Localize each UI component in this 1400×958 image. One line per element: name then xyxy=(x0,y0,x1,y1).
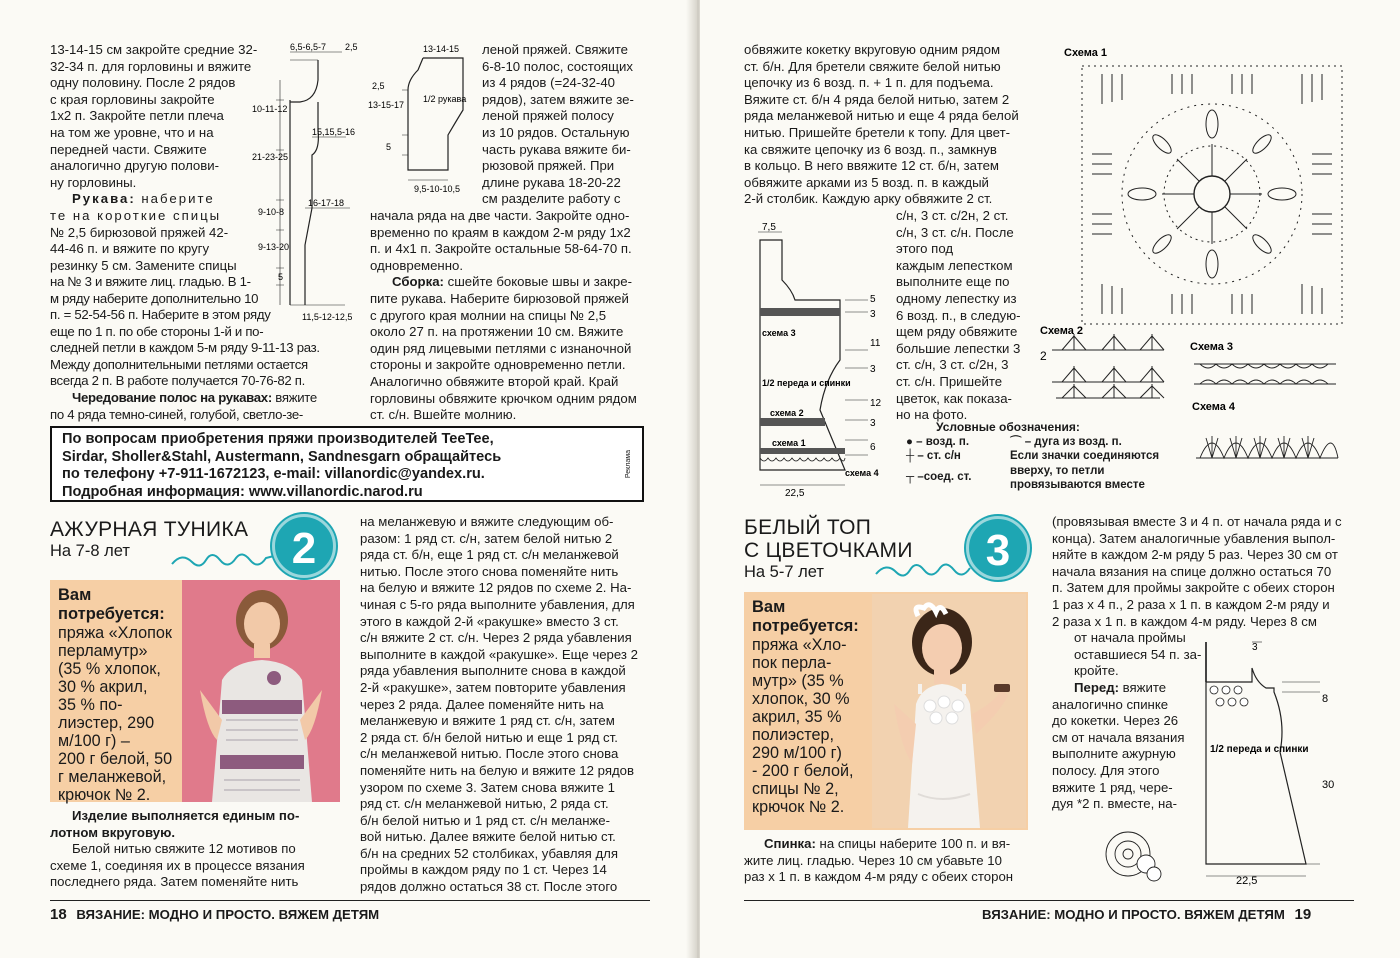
material-line: спицы № 2, xyxy=(752,780,839,798)
flower-motif-diagram xyxy=(1098,820,1168,890)
diagram-label: 2 xyxy=(1040,349,1047,363)
text-line: с края горловины закройте xyxy=(50,91,215,107)
section-2-subtitle: На 7-8 лет xyxy=(50,542,130,560)
left-page xyxy=(0,0,690,958)
material-line: крючок № 2. xyxy=(752,798,845,816)
material-line: - 200 г белой, xyxy=(752,762,854,780)
white-top-photo xyxy=(872,594,1026,828)
text-line: 44-46 п. и вяжите по кругу xyxy=(50,241,210,257)
section-3-front xyxy=(1052,680,1192,813)
right-col-1b xyxy=(896,208,1036,424)
text-line: б/н на средних 52 столбиках, убавляя для xyxy=(360,845,619,861)
text-line: нитью. После этого снова поменяйте нить xyxy=(360,563,619,579)
text-line: начала ряда на две части. Закройте одно- xyxy=(370,208,630,223)
text-line: проймы в каждом ряду по 1 ст. Через 14 xyxy=(360,862,607,878)
text-line: последнего ряда. Затем поменяйте нить xyxy=(50,874,299,890)
scheme-label: Схема 1 xyxy=(1064,47,1108,59)
front-heading: Перед: xyxy=(1074,680,1119,695)
ad-tag: Реклама xyxy=(625,450,633,479)
text-line: Белой нитью свяжите 12 мотивов по xyxy=(72,841,296,857)
diagram-label: 9-13-20 xyxy=(258,242,290,252)
text-line: 2-й столбик. Каждую арку обвяжите 2 ст. xyxy=(744,191,993,207)
text-line: меланжевую и вяжите 1 ряд ст. с/н, затем xyxy=(360,713,615,729)
diagram-label: 5 xyxy=(386,142,392,152)
footer-rule xyxy=(50,900,650,901)
top-pattern-svg xyxy=(1196,636,1346,886)
text-line: цветок, как показа- xyxy=(896,390,1012,406)
ad-line: по телефону +7-911-1672123, e-mail: villanordic@yandex.ru. xyxy=(62,466,485,483)
footer-rule xyxy=(744,900,1354,901)
text-line: 13-14-15 см закройте средние 32- xyxy=(50,42,258,57)
text-line: щем ряду обвяжите xyxy=(896,324,1018,340)
text-line: через 2 ряда. Далее поменяйте нить на xyxy=(360,696,604,712)
material-line: 30 % акрил, xyxy=(58,678,148,696)
text-line: но на фото. xyxy=(896,407,968,423)
text-line: ст. с/н. Вшейте молнию. xyxy=(370,407,517,423)
material-line: м/100 г) – xyxy=(58,732,130,750)
diagram-label: 9,5-10-10,5 xyxy=(414,184,461,194)
text-line: нитью. Пришейте бретели к топу. Для цвет- xyxy=(744,124,1010,140)
text-line: рюзовой пряжей. При xyxy=(482,158,615,174)
scheme-4-svg xyxy=(1192,398,1342,468)
legend-note: вверху, то петли xyxy=(1010,464,1105,477)
left-col-3 xyxy=(482,42,652,208)
text-line: б/н белой нитью и 1 ряд ст. с/н меланже- xyxy=(360,812,611,828)
text-line: ну горловины. xyxy=(50,174,137,190)
text-line: цепочку из 6 возд. п. + 1 п. для подъема. xyxy=(744,75,994,91)
tunic-photo xyxy=(182,580,340,802)
legend-block xyxy=(906,420,1196,493)
one-piece-heading: лотном вкруговую. xyxy=(50,824,175,840)
diagram-label: 7,5 xyxy=(762,222,776,233)
diagram-label: 13-15-17 xyxy=(368,100,405,110)
text-line: всегда 2 п. В работе получается 70-76-82 п. xyxy=(50,373,306,389)
text-line: выполните ажурную xyxy=(1052,746,1176,762)
text-line: те на короткие спицы xyxy=(50,207,222,223)
material-line: лиэстер, 290 xyxy=(58,714,155,732)
scheme-3-svg xyxy=(1190,338,1340,390)
text-line: с/н, 3 ст. с/н. После этого под xyxy=(896,224,1014,257)
text-line: еще по 1 п. по обе стороны 1-й и по- xyxy=(50,323,264,339)
legend-item: ● – возд. п. xyxy=(906,435,970,448)
text-line: горловины обвяжите крючком одним рядом xyxy=(370,390,637,406)
text-line: леной пряжей. Свяжите xyxy=(482,42,628,57)
diagram-label: 5 xyxy=(278,272,284,282)
text-line: 6 возд. п., в следую- xyxy=(896,307,1021,323)
text-line: 6-8-10 полос, состоящих xyxy=(482,58,633,74)
diagram-label: 6 xyxy=(870,442,876,453)
text-line: около 27 п. на протяжении 10 см. Вяжите xyxy=(370,324,624,340)
text-line: обвяжите арками из 5 возд. п. в каждый xyxy=(744,174,989,190)
girl-in-tunic-illustration xyxy=(182,580,340,802)
text-line: вяжите 1 ряд, чере- xyxy=(1052,779,1173,795)
text-line: разом: 1 ряд ст. с/н, затем белой нитью 2 xyxy=(360,530,613,546)
text-line: вяжите xyxy=(1118,680,1167,695)
text-line: няйте в каждом 2-м ряду 5 раз. Через 30 см от xyxy=(1052,547,1338,563)
back-heading: Спинка: xyxy=(764,836,816,851)
legend-note: провязываются вместе xyxy=(1010,479,1145,491)
one-piece-heading: Изделие выполняется единым по- xyxy=(72,808,300,823)
text-line: длине рукава 18-20-22 xyxy=(482,174,621,190)
material-line: г меланжевой, xyxy=(58,768,167,786)
text-line: этого в каждой 2-й «ракушке» вместо 3 ст. xyxy=(360,613,619,629)
text-line: наберите xyxy=(135,191,215,207)
stripes-heading: Чередование полос на рукавах: xyxy=(72,389,272,405)
scheme-label: Схема 4 xyxy=(1192,401,1236,413)
text-line: на меланжевую и вяжите следующим об- xyxy=(360,514,614,529)
section-2-title: АЖУРНАЯ ТУНИКА xyxy=(50,518,249,541)
text-line: один ряд лицевыми петлями с изнаночной xyxy=(370,340,632,356)
materials-title: Вам потребуется: xyxy=(58,586,165,623)
text-line: аналогично другую полови- xyxy=(50,158,220,174)
text-line: п. Затем для проймы закройте с обеих сторон xyxy=(1052,580,1335,596)
section-3-number-badge: 3 xyxy=(966,516,1030,580)
text-line: временно по краям в каждом 2-м ряду 1х2 xyxy=(370,224,631,240)
text-line: стороны и закройте одновременно петли. xyxy=(370,357,626,373)
material-line: пок перла- xyxy=(752,654,832,672)
section-3-subtitle: На 5-7 лет xyxy=(744,563,824,581)
material-line: 200 г белой, 50 xyxy=(58,750,173,768)
material-line: акрил, 35 % xyxy=(752,708,842,726)
diagram-label: 21-23-25 xyxy=(252,152,289,162)
material-line: 35 % по- xyxy=(58,696,123,714)
text-line: пите рукава. Наберите бирюзовой пряжей xyxy=(370,290,629,306)
material-line: мутр» (35 % xyxy=(752,672,844,690)
diagram-label: 8 xyxy=(1322,693,1329,705)
left-col-3b xyxy=(370,208,660,424)
text-line: большие лепестки 3 xyxy=(896,340,1021,356)
text-line: см от начала вязания xyxy=(1052,729,1185,745)
decorative-squiggle xyxy=(874,558,974,582)
text-line: см разделите работу с xyxy=(482,191,621,207)
assembly-heading: Сборка: xyxy=(392,274,444,290)
text-line: на том же уровне, что и на xyxy=(50,124,214,140)
scheme-1-svg xyxy=(1062,44,1362,328)
diagram-label: 11 xyxy=(870,338,881,349)
text-line: п. = 52-54-56 п. Наберите в этом ряду xyxy=(50,307,271,322)
materials-title: Вам потребуется: xyxy=(752,598,859,635)
text-line: узором по схеме 3. Затем снова вяжите 1 xyxy=(360,779,615,795)
left-footer xyxy=(50,906,379,923)
text-line: каждым лепестком xyxy=(896,257,1013,273)
text-line: оставшиеся 54 п. за- xyxy=(1074,646,1202,662)
diagram-label: 3 xyxy=(870,309,876,320)
text-line: 1х2 п. Закройте петли плеча xyxy=(50,108,224,124)
ad-line: Подробная информация: www.villanordic.narod.ru xyxy=(62,483,423,500)
diagram-label: схема 3 xyxy=(762,328,796,338)
text-line: из 4 рядов (=24-32-40 xyxy=(482,75,615,91)
text-line: поменяйте нить на белую и вяжите 12 рядов xyxy=(360,762,635,778)
top-pattern-diagram xyxy=(1196,636,1346,886)
diagram-label: 1/2 переда и спинки xyxy=(762,378,851,388)
diagram-label: 11,5-12-12,5 xyxy=(302,312,353,322)
text-line: на спицы наберите 100 п. и вя- xyxy=(815,836,1011,851)
diagram-label: 3 xyxy=(870,418,876,429)
text-line: из 10 рядов. Остальную xyxy=(482,124,630,140)
text-line: на № 3 и вяжите лиц. гладью. В 1- xyxy=(50,274,251,290)
material-line: полиэстер, xyxy=(752,726,834,744)
section-2-intro xyxy=(50,808,340,891)
text-line: одновременно. xyxy=(370,257,463,273)
section-3-title: С ЦВЕТОЧКАМИ xyxy=(744,539,913,562)
text-line: Аналогично обвяжите второй край. Край xyxy=(370,373,619,389)
text-line: до кокетки. Через 26 xyxy=(1052,713,1179,729)
text-line: № 2,5 бирюзовой пряжей 42- xyxy=(50,224,229,240)
text-line: ряда ст. б/н, еще 1 ряд ст. с/н меланжевой xyxy=(360,547,619,563)
text-line: в кольцо. В него ввяжите 12 ст. б/н, затем xyxy=(744,158,999,174)
right-page xyxy=(700,0,1400,958)
right-col-1 xyxy=(744,42,1034,208)
left-col-1 xyxy=(50,42,280,308)
text-line: кройте. xyxy=(1074,663,1119,679)
text-line: выполните в каждой «ракушке». Еще через 2 xyxy=(360,646,638,662)
tunic-pattern-svg xyxy=(750,220,895,500)
diagram-label: 22,5 xyxy=(1236,875,1258,886)
text-line: 1 раз х 4 п., 2 раза х 1 п. в каждом 2-м ряду и xyxy=(1052,596,1330,612)
legend-title: Условные обозначения: xyxy=(936,420,1080,434)
material-line: хлопок, 30 % xyxy=(752,690,850,708)
scheme-label: Схема 3 xyxy=(1190,341,1234,353)
diagram-label: 3 xyxy=(1252,642,1258,653)
diagram-label: 2,5 xyxy=(372,81,385,91)
text-line: резинку 5 см. Замените спицы xyxy=(50,257,237,273)
diagram-label: 15,15,5-16 xyxy=(312,127,356,137)
legend-item: ┬ –соед. ст. xyxy=(906,470,972,483)
text-line: рядов), затем вяжите зе- xyxy=(482,91,634,107)
text-line: ка свяжите цепочку из 6 возд. п., замкнув xyxy=(744,141,997,157)
text-line: ряд ст. с/н меланжевой нитью, 2 ряда ст. xyxy=(360,796,609,812)
ad-line: По вопросам приобретения пряжи производителей TeeTee, xyxy=(62,431,494,447)
diagram-label: 22,5 xyxy=(785,488,805,499)
text-line: раз х 1 п. в каждом 4-м ряду с обеих сторон xyxy=(744,869,1014,885)
scheme-2-svg xyxy=(1040,322,1175,406)
magazine-title: ВЯЗАНИЕ: МОДНО И ПРОСТО. ВЯЖЕМ ДЕТЯМ xyxy=(76,907,380,922)
text-line: обвяжите кокетку вкруговую одним рядом xyxy=(744,42,1001,57)
text-line: жите лиц. гладью. Через 10 см убавьте 10 xyxy=(744,852,1002,868)
material-line: пряжа «Хлопок xyxy=(58,624,172,642)
text-line: аналогично спинке xyxy=(1052,696,1169,712)
girl-in-white-top-illustration xyxy=(872,594,1026,828)
diagram-label: 12 xyxy=(870,398,882,409)
diagram-label: 9-10-8 xyxy=(258,207,285,217)
text-line: ст. с/н, 3 ст. с/2н, 3 xyxy=(896,357,1009,373)
section-3-back xyxy=(744,836,1034,886)
diagram-label: 13-14-15 xyxy=(423,44,460,54)
text-line: выполните еще по xyxy=(896,274,1010,290)
ad-line: Sirdar, Sholler&Stahl, Austermann, Sandnesgarn обращайтесь xyxy=(62,448,502,465)
legend-note: Если значки соединяются xyxy=(1010,450,1160,462)
text-line: Между дополнительными петлями остается xyxy=(50,356,308,372)
diagram-label: схема 4 xyxy=(845,468,879,478)
text-line: леной пряжей полосу xyxy=(482,108,614,124)
material-line: пряжа «Хло- xyxy=(752,636,847,654)
tunic-pattern-diagram xyxy=(750,220,895,500)
text-line: полосу. Для этого xyxy=(1052,762,1160,778)
text-line: от начала проймы xyxy=(1074,630,1186,646)
advertisement-box xyxy=(50,426,644,502)
text-line: одному лепестку из xyxy=(896,290,1017,306)
scheme-2-diagram xyxy=(1040,322,1175,406)
material-line: крючок № 2. xyxy=(58,786,151,804)
text-line: ряда меланжевой нитью и еще 4 ряда белой xyxy=(744,108,1019,124)
text-line: чиная с 5-го ряда выполните убавления, для xyxy=(360,596,635,612)
decorative-squiggle xyxy=(170,548,280,572)
section-3-title: БЕЛЫЙ ТОП xyxy=(744,516,872,539)
legend-item: ⌒ – дуга из возд. п. xyxy=(1010,435,1122,448)
sleeve-pattern-svg xyxy=(368,40,478,200)
text-line: рядов должно остаться 38 ст. После этого xyxy=(360,879,618,895)
text-line: начала вязания на спице должно остаться 70 xyxy=(1052,563,1332,579)
text-line: схеме 1, соединяя их в процессе вязания xyxy=(50,857,305,873)
body-pattern-svg xyxy=(250,40,370,325)
text-line: одну половину. После 2 рядов xyxy=(50,75,236,91)
text-line: 2 раза х 1 п. в каждом 4-м ряду. Через 8 см xyxy=(1052,613,1317,629)
diagram-label: 30 xyxy=(1322,779,1335,791)
text-line: вой нитью. Далее вяжите белой нитью ст. xyxy=(360,829,616,845)
text-line: конца). Затем аналогичные убавления выпол- xyxy=(1052,530,1336,546)
diagram-label: 6,5-6,5-7 xyxy=(290,42,327,52)
text-line: сшейте боковые швы и закре- xyxy=(443,274,632,290)
text-line: следней петли в каждом 5-м ряду 9-11-13 раз. xyxy=(50,340,320,356)
diagram-label: схема 1 xyxy=(772,438,806,448)
legend-item: ┼ – ст. с/н xyxy=(906,450,961,462)
text-line: Вяжите ст. б/н 4 ряда белой нитью, затем 2 xyxy=(744,91,1010,107)
sleeves-heading: Рукава: xyxy=(72,191,136,207)
text-line: дуя *2 п. вместе, на- xyxy=(1052,796,1177,812)
material-line: (35 % хлопок, xyxy=(58,660,161,678)
right-footer xyxy=(982,906,1311,923)
diagram-label: схема 2 xyxy=(770,408,804,418)
text-line: ст. б/н. Для бретели свяжите белой нитью xyxy=(744,58,1001,74)
scheme-4-diagram xyxy=(1192,398,1342,468)
text-line: часть рукава вяжите би- xyxy=(482,141,631,157)
scheme-1-diagram xyxy=(1062,44,1362,328)
material-line: перламутр» xyxy=(58,642,148,660)
text-line: (провязывая вместе 3 и 4 п. от начала ряда и с xyxy=(1052,514,1342,529)
diagram-label: 5 xyxy=(870,294,876,305)
text-line: передней части. Свяжите xyxy=(50,141,207,157)
text-line: с/н вяжите 2 ст. с/н. Через 2 ряда убавления xyxy=(360,630,632,646)
text-line: м ряду наберите дополнительно 10 xyxy=(50,290,259,306)
text-line: с/н меланжевой нитью. После этого снова xyxy=(360,746,619,762)
flower-motif-svg xyxy=(1098,820,1168,890)
text-line: с/н, 3 ст. с/2н, 2 ст. xyxy=(896,208,1009,223)
diagram-label: 10-11-12 xyxy=(252,104,288,114)
text-line: 32-34 п. для горловины и вяжите xyxy=(50,58,252,74)
magazine-title: ВЯЗАНИЕ: МОДНО И ПРОСТО. ВЯЖЕМ ДЕТЯМ xyxy=(982,907,1285,922)
text-line: п. и 4х1 п. Закройте остальные 58-64-70 п. xyxy=(370,241,632,257)
page-number: 19 xyxy=(1294,906,1312,923)
text-line: на белую и вяжите 12 рядов по схеме 2. На- xyxy=(360,580,632,596)
text-line: с другого края молнии на спицы № 2,5 xyxy=(370,307,607,323)
scheme-label: Схема 2 xyxy=(1040,325,1084,337)
text-line: по 4 ряда темно-синей, голубой, светло-зе- xyxy=(50,406,304,422)
text-line: ст. с/н. Пришейте xyxy=(896,373,1003,389)
text-line: ряда убавления выполните снова в каждой xyxy=(360,663,626,679)
diagram-label: 3 xyxy=(870,364,876,375)
diagram-label: 16-17-18 xyxy=(308,198,345,208)
text-line: 2-й «ракушке», затем повторите убавления xyxy=(360,679,626,695)
material-line: 290 м/100 г) xyxy=(752,744,842,762)
body-pattern-diagram xyxy=(250,40,370,325)
page-number: 18 xyxy=(50,906,67,923)
diagram-label: 1/2 переда и спинки xyxy=(1210,744,1309,755)
text-line: вяжите xyxy=(271,389,317,405)
section-2-number-badge: 2 xyxy=(272,514,336,578)
section-2-right-column xyxy=(360,514,650,896)
scheme-3-diagram xyxy=(1190,338,1340,390)
diagram-label: 2,5 xyxy=(345,42,358,52)
text-line: 2 ряда ст. б/н белой нитью и еще 1 ряд ст. xyxy=(360,729,618,745)
sleeve-pattern-diagram xyxy=(368,40,478,200)
diagram-label: 1/2 рукава xyxy=(423,94,467,104)
